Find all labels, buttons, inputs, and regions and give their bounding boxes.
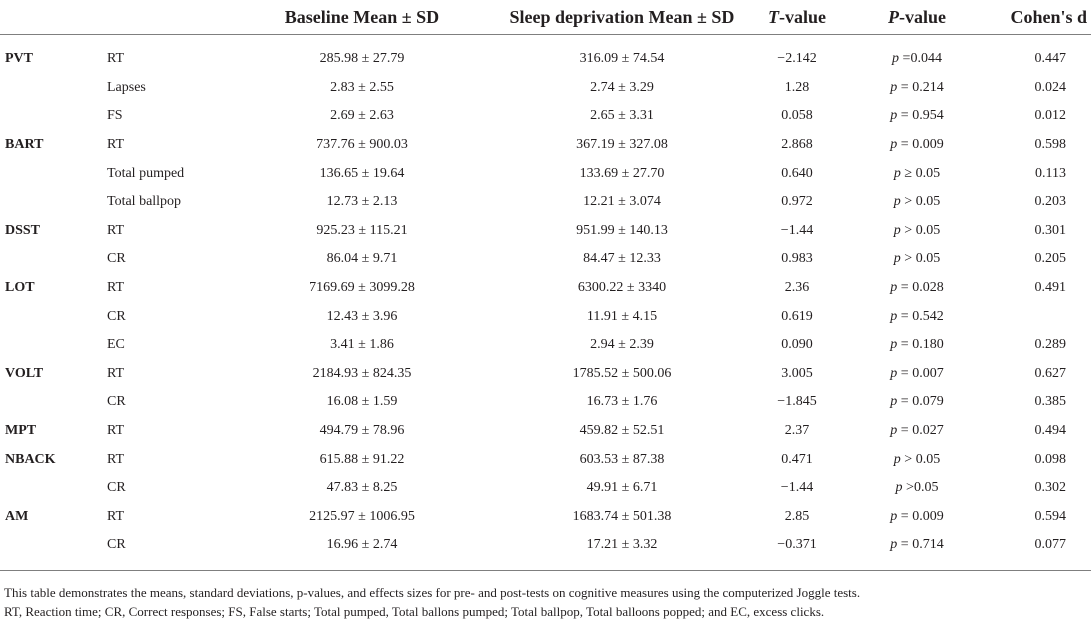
cell-measure: RT: [107, 137, 125, 153]
p-symbol: p: [893, 251, 901, 267]
table-row: [0, 417, 1091, 446]
p-value-text: > 0.05: [900, 194, 941, 210]
cell-cohens-d: 0.077: [1034, 537, 1066, 553]
table-footnote-description: This table demonstrates the means, standard deviations, p-values, and effects sizes for pre- and post-tests on cognitive measures using the computerized Joggle tests.: [4, 585, 861, 600]
cell-sleep-deprivation: 1683.74 ± 501.38: [572, 508, 672, 524]
p-symbol: p: [890, 308, 898, 324]
header-test: [0, 0, 107, 35]
cell-measure: CR: [107, 480, 126, 496]
p-symbol: p: [890, 508, 898, 524]
table-row: [0, 159, 1091, 188]
p-value-text: > 0.05: [900, 451, 941, 467]
cell-t-value: 0.058: [781, 108, 813, 124]
cell-measure: CR: [107, 394, 126, 410]
cell-p-value: [847, 188, 987, 217]
cell-t-value: −1.845: [777, 394, 817, 410]
cell-measure: Lapses: [107, 79, 146, 95]
cell-sleep-deprivation: 17.21 ± 3.32: [586, 537, 658, 553]
cell-sleep-deprivation: 2.74 ± 3.29: [590, 79, 654, 95]
table-row: [0, 531, 1091, 560]
cell-test: PVT: [5, 51, 33, 67]
p-value-text: = 0.007: [897, 365, 944, 381]
cell-p-value: [847, 503, 987, 532]
cell-sleep-deprivation: 6300.22 ± 3340: [577, 280, 667, 296]
cell-cohens-d: 0.491: [1034, 280, 1066, 296]
cell-p-value: [847, 217, 987, 246]
header-row: [0, 0, 1091, 35]
cell-test: LOT: [5, 280, 35, 296]
table-row: [0, 45, 1091, 74]
cell-t-value: 3.005: [781, 365, 813, 381]
cell-sleep-deprivation: 1785.52 ± 500.06: [572, 365, 672, 381]
cell-sleep-deprivation: 367.19 ± 327.08: [576, 137, 668, 153]
table-footnote-abbreviations: RT, Reaction time; CR, Correct responses; FS, False starts; Total pumped, Total ballons pumped; Total ballpop, Total balloons popped; and EC, excess clicks.: [4, 604, 825, 619]
p-value-text: ≥ 0.05: [900, 165, 941, 181]
cell-cohens-d: 0.494: [1034, 423, 1066, 439]
cell-sleep-deprivation: 2.65 ± 3.31: [590, 108, 654, 124]
cell-baseline: 3.41 ± 1.86: [330, 337, 394, 353]
cell-t-value: 0.640: [781, 165, 813, 181]
cell-cohens-d: 0.627: [1034, 365, 1066, 381]
cell-t-value: −0.371: [777, 537, 817, 553]
cell-test: BART: [5, 137, 44, 153]
cell-baseline: 12.43 ± 3.96: [326, 308, 398, 324]
p-value-text: = 0.542: [897, 308, 944, 324]
cell-baseline: 2.83 ± 2.55: [330, 79, 394, 95]
cell-measure: RT: [107, 280, 125, 296]
p-symbol: p: [890, 537, 898, 553]
cell-baseline: 7169.69 ± 3099.28: [309, 280, 415, 296]
cell-cohens-d: 0.024: [1034, 79, 1066, 95]
cell-test: DSST: [5, 222, 41, 238]
cell-sleep-deprivation: 951.99 ± 140.13: [576, 222, 668, 238]
table-body: [0, 45, 1091, 560]
cell-sleep-deprivation: 11.91 ± 4.15: [586, 308, 658, 324]
cell-sleep-deprivation: 16.73 ± 1.76: [586, 394, 658, 410]
cell-measure: RT: [107, 365, 125, 381]
p-symbol: p: [890, 108, 898, 124]
cell-measure: CR: [107, 251, 126, 267]
cell-baseline: 2.69 ± 2.63: [330, 108, 394, 124]
header-sleep-deprivation: Sleep deprivation Mean ± SD: [497, 0, 747, 35]
cell-cohens-d: [987, 302, 1091, 331]
p-symbol: p: [893, 194, 901, 210]
cell-p-value: [847, 45, 987, 74]
cell-p-value: [847, 445, 987, 474]
cell-cohens-d: 0.302: [1034, 480, 1066, 496]
cell-p-value: [847, 360, 987, 389]
table-row: [0, 102, 1091, 131]
table-row: [0, 217, 1091, 246]
cell-baseline: 494.79 ± 78.96: [319, 423, 405, 439]
table-row: [0, 245, 1091, 274]
table-row: [0, 274, 1091, 303]
cell-measure: RT: [107, 508, 125, 524]
header-spacer: [0, 35, 1091, 46]
cell-test: [0, 302, 107, 331]
p-value-text: = 0.009: [897, 508, 944, 524]
cell-test: [0, 102, 107, 131]
cell-baseline: 2184.93 ± 824.35: [312, 365, 412, 381]
p-value-text: =0.044: [899, 51, 942, 67]
table-row: [0, 302, 1091, 331]
cell-test: [0, 159, 107, 188]
cell-t-value: −1.44: [780, 222, 814, 238]
cell-test: VOLT: [5, 365, 44, 381]
cell-cohens-d: 0.594: [1034, 508, 1066, 524]
p-symbol: p: [890, 337, 898, 353]
cell-t-value: −1.44: [780, 480, 814, 496]
cell-p-value: [847, 74, 987, 103]
header-t-rest: -value: [779, 6, 826, 27]
cell-sleep-deprivation: 603.53 ± 87.38: [579, 451, 665, 467]
header-p-value: [847, 0, 987, 35]
cell-test: [0, 474, 107, 503]
cell-t-value: 0.090: [781, 337, 813, 353]
p-symbol: p: [890, 423, 898, 439]
p-value-text: = 0.214: [897, 79, 944, 95]
p-value-text: = 0.009: [897, 137, 944, 153]
cell-p-value: [847, 274, 987, 303]
cell-t-value: 2.85: [784, 508, 810, 524]
cell-t-value: 0.471: [781, 451, 813, 467]
table-row: [0, 388, 1091, 417]
cell-sleep-deprivation: 49.91 ± 6.71: [586, 480, 658, 496]
cell-baseline: 86.04 ± 9.71: [326, 251, 398, 267]
cell-test: NBACK: [5, 451, 56, 467]
cell-p-value: [847, 131, 987, 160]
cell-p-value: [847, 388, 987, 417]
p-symbol: p: [890, 280, 898, 296]
table-row: [0, 474, 1091, 503]
cell-cohens-d: 0.113: [1035, 165, 1066, 181]
cell-measure: FS: [107, 108, 123, 124]
p-value-text: = 0.180: [897, 337, 944, 353]
p-symbol: p: [890, 137, 898, 153]
cell-baseline: 136.65 ± 19.64: [319, 165, 405, 181]
cell-p-value: [847, 159, 987, 188]
cell-sleep-deprivation: 316.09 ± 74.54: [579, 51, 665, 67]
cell-cohens-d: 0.385: [1034, 394, 1066, 410]
cell-cohens-d: 0.205: [1034, 251, 1066, 267]
cell-cohens-d: 0.447: [1034, 51, 1066, 67]
cell-p-value: [847, 531, 987, 560]
table-row: [0, 131, 1091, 160]
cell-sleep-deprivation: 459.82 ± 52.51: [579, 423, 665, 439]
table-row: [0, 331, 1091, 360]
cell-cohens-d: 0.301: [1034, 222, 1066, 238]
cell-t-value: 0.983: [781, 251, 813, 267]
p-value-text: > 0.05: [900, 251, 941, 267]
cell-cohens-d: 0.098: [1034, 451, 1066, 467]
table-bottom-rule: [0, 570, 1091, 571]
p-value-text: = 0.079: [897, 394, 944, 410]
cell-cohens-d: 0.289: [1034, 337, 1066, 353]
p-value-text: = 0.028: [897, 280, 944, 296]
cell-test: AM: [5, 508, 29, 524]
table-row: [0, 503, 1091, 532]
cell-test: [0, 188, 107, 217]
cell-test: [0, 245, 107, 274]
table-row: [0, 74, 1091, 103]
cell-t-value: 0.972: [781, 194, 813, 210]
header-p-rest: -value: [899, 6, 946, 27]
header-cohens-d: Cohen's d: [987, 0, 1091, 35]
cell-baseline: 615.88 ± 91.22: [319, 451, 405, 467]
table-row: [0, 360, 1091, 389]
cell-t-value: 1.28: [784, 79, 810, 95]
p-value-text: = 0.027: [897, 423, 944, 439]
cell-p-value: [847, 302, 987, 331]
cell-measure: CR: [107, 537, 126, 553]
p-symbol: p: [890, 365, 898, 381]
cell-baseline: 16.96 ± 2.74: [326, 537, 398, 553]
header-spacer-cell: [0, 35, 1091, 46]
table-row: [0, 188, 1091, 217]
p-symbol: p: [890, 79, 898, 95]
table-header: [0, 0, 1091, 45]
header-t-italic: T: [768, 6, 779, 27]
cell-sleep-deprivation: 2.94 ± 2.39: [590, 337, 654, 353]
cell-baseline: 737.76 ± 900.03: [316, 137, 408, 153]
cell-t-value: 2.37: [784, 423, 810, 439]
cell-t-value: 0.619: [781, 308, 813, 324]
cell-p-value: [847, 474, 987, 503]
cell-measure: Total pumped: [107, 165, 185, 181]
p-symbol: p: [892, 51, 900, 67]
header-p-italic: P: [888, 6, 899, 27]
cell-t-value: 2.868: [781, 137, 813, 153]
table-row: [0, 445, 1091, 474]
cell-test: [0, 531, 107, 560]
p-value-text: >0.05: [902, 480, 939, 496]
cell-sleep-deprivation: 133.69 ± 27.70: [579, 165, 665, 181]
header-t-value: [747, 0, 847, 35]
cell-measure: CR: [107, 308, 126, 324]
cell-p-value: [847, 331, 987, 360]
cell-t-value: 2.36: [784, 280, 810, 296]
cell-baseline: 47.83 ± 8.25: [326, 480, 398, 496]
cell-baseline: 925.23 ± 115.21: [316, 222, 408, 238]
cell-measure: Total ballpop: [107, 194, 182, 210]
p-symbol: p: [895, 480, 903, 496]
cell-p-value: [847, 417, 987, 446]
cell-sleep-deprivation: 12.21 ± 3.074: [583, 194, 661, 210]
cell-measure: RT: [107, 51, 125, 67]
cell-measure: RT: [107, 222, 125, 238]
p-value-text: > 0.05: [900, 222, 941, 238]
cell-test: MPT: [5, 423, 37, 439]
p-value-text: = 0.954: [897, 108, 944, 124]
cell-cohens-d: 0.012: [1034, 108, 1066, 124]
p-symbol: p: [893, 451, 901, 467]
cell-measure: RT: [107, 451, 125, 467]
cell-test: [0, 74, 107, 103]
cell-p-value: [847, 245, 987, 274]
p-symbol: p: [890, 394, 898, 410]
cell-test: [0, 388, 107, 417]
cell-sleep-deprivation: 84.47 ± 12.33: [583, 251, 661, 267]
cell-baseline: 285.98 ± 27.79: [319, 51, 405, 67]
cell-cohens-d: 0.598: [1034, 137, 1066, 153]
header-baseline: Baseline Mean ± SD: [227, 0, 497, 35]
cell-t-value: −2.142: [777, 51, 817, 67]
p-symbol: p: [893, 222, 901, 238]
cell-cohens-d: 0.203: [1034, 194, 1066, 210]
cell-baseline: 12.73 ± 2.13: [326, 194, 398, 210]
p-symbol: p: [893, 165, 901, 181]
cell-test: [0, 331, 107, 360]
cell-baseline: 2125.97 ± 1006.95: [309, 508, 415, 524]
cell-measure: RT: [107, 423, 125, 439]
cell-baseline: 16.08 ± 1.59: [326, 394, 398, 410]
p-value-text: = 0.714: [897, 537, 944, 553]
cell-p-value: [847, 102, 987, 131]
header-measure: [107, 0, 227, 35]
cell-measure: EC: [107, 337, 125, 353]
